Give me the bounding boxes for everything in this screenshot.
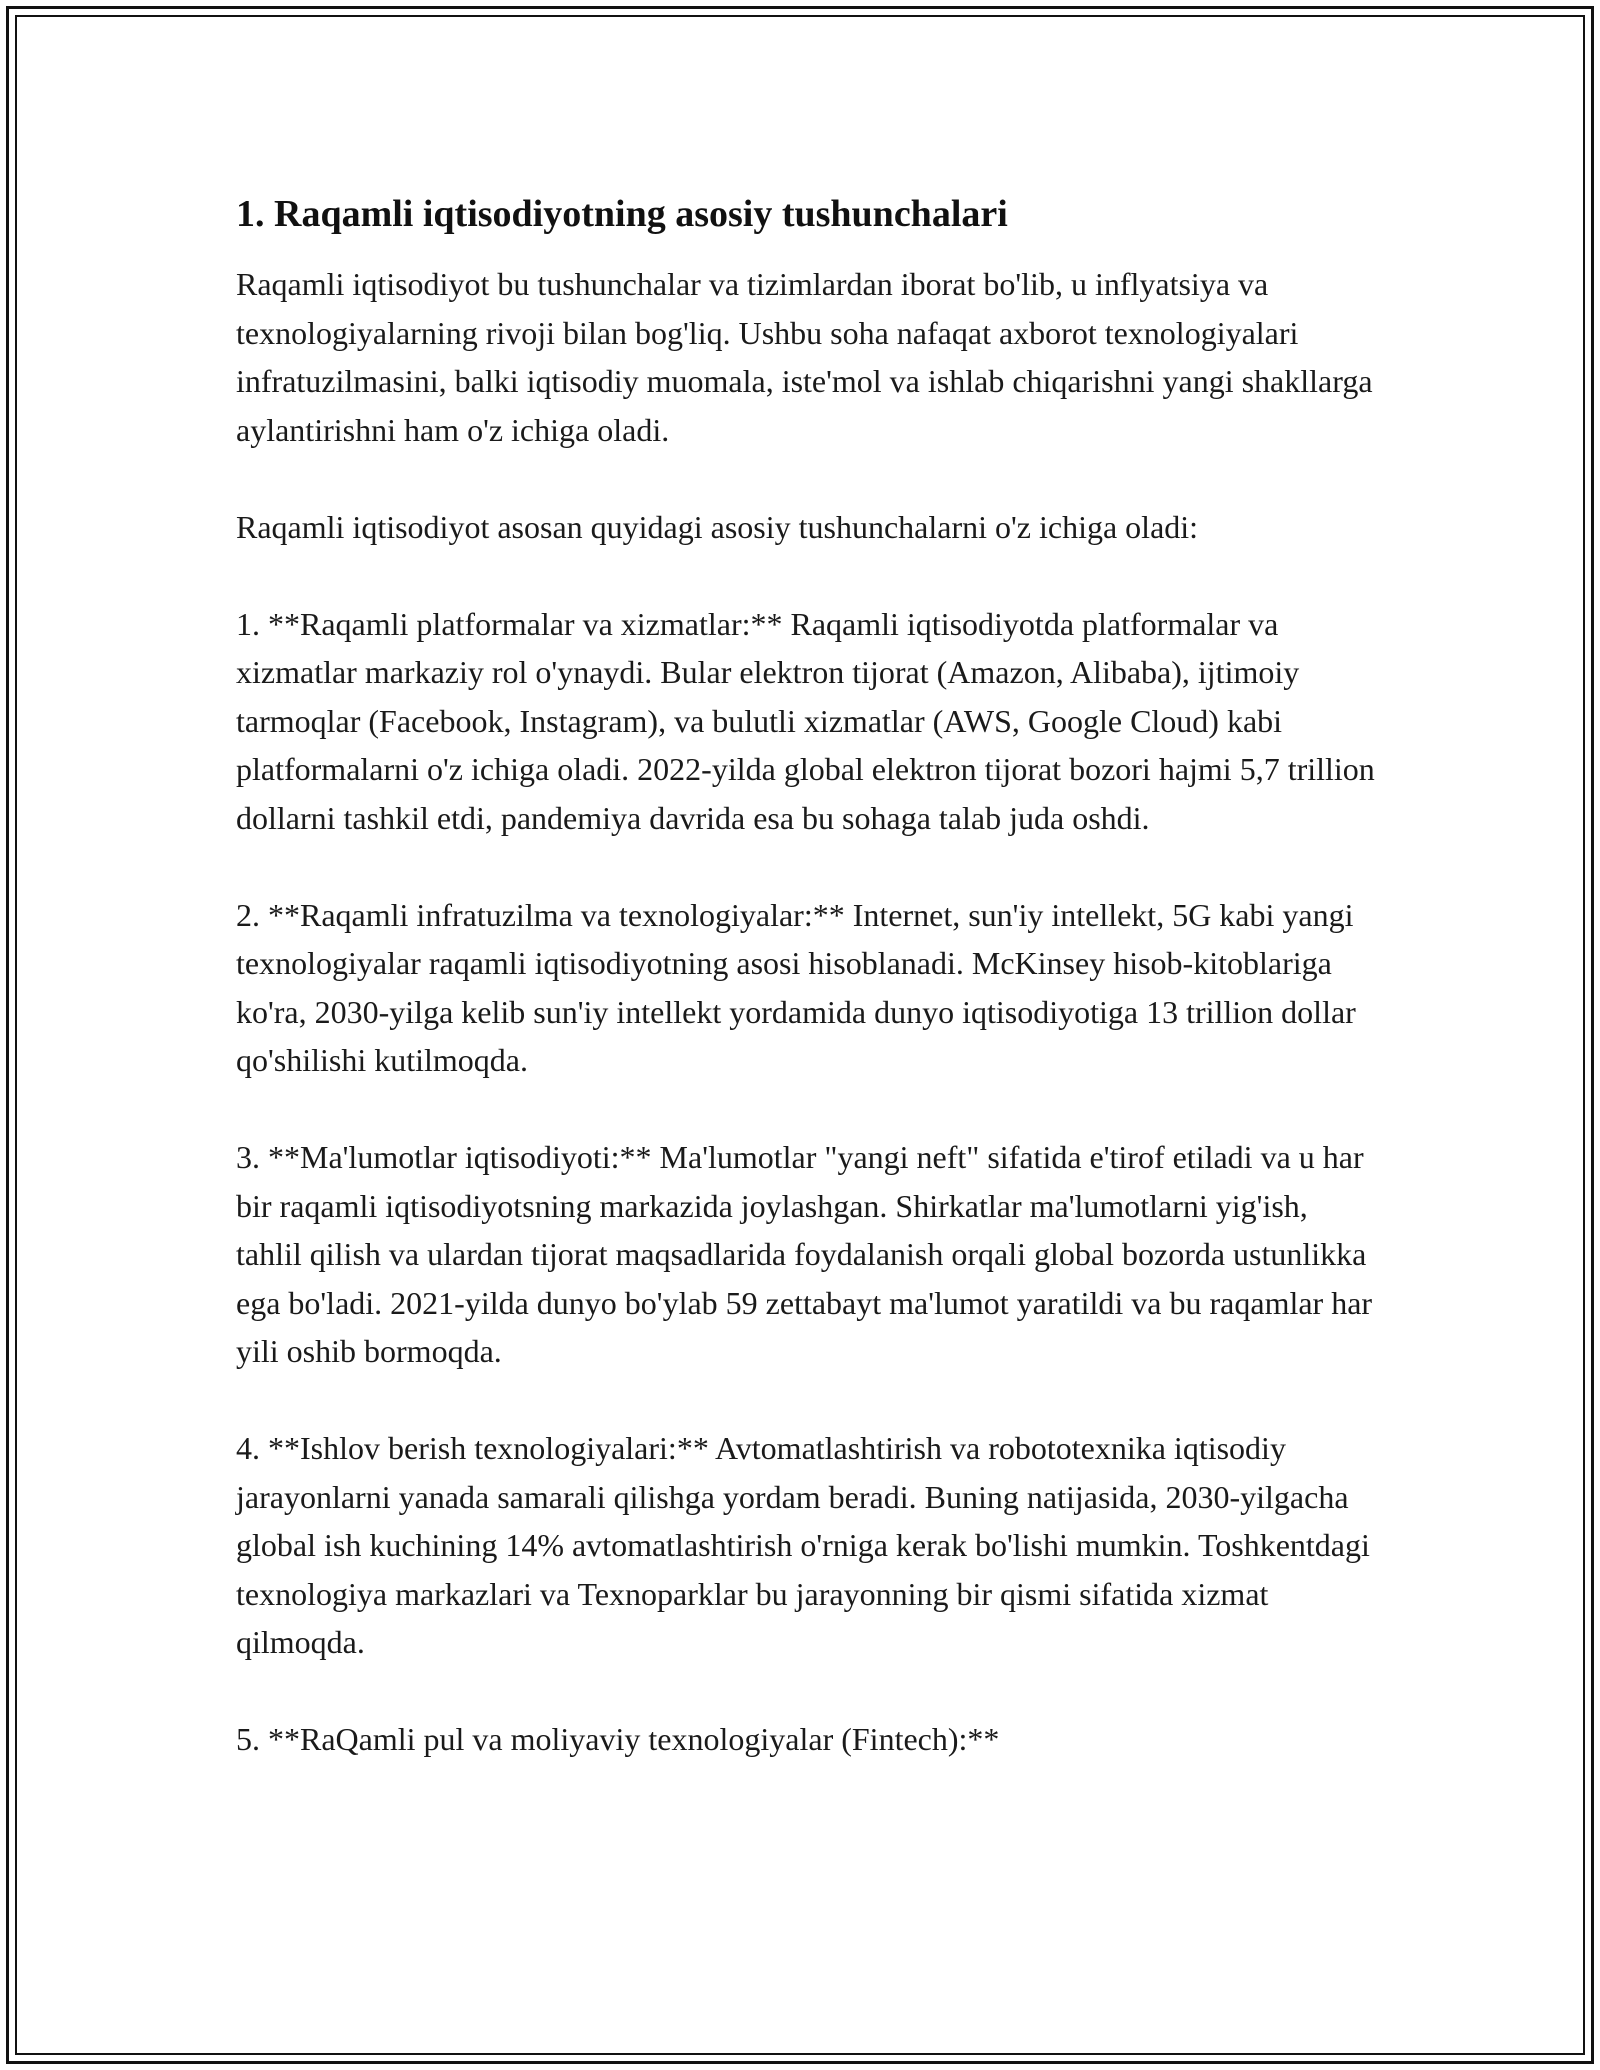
- list-item-fintech: 5. **RaQamli pul va moliyaviy texnologiyalar (Fintech):**: [236, 1721, 1000, 1757]
- lead-in-paragraph: Raqamli iqtisodiyot asosan quyidagi asosiy tushunchalarni o'z ichiga oladi:: [236, 508, 1199, 545]
- list-item-data-economy: 3. **Ma'lumotlar iqtisodiyoti:** Ma'lumotlar "yangi neft" sifatida e'tirof etiladi va u har bir raqamli iqtisodiyotsning markazida joylashgan. Shirkatlar ma'lumotlarni yig'ish, tahlil qilish va ulardan tijorat maqsadlarida foydalanish orqali global bozorda ustunlikka ega bo'ladi. 2021-yilda dunyo bo'ylab 59 zettabayt ma'lumot yaratildi va bu raqamlar har yili oshib bormoqda.: [236, 1139, 1373, 1369]
- section-heading: 1. Raqamli iqtisodiyotning asosiy tushunchalari: [236, 193, 1008, 235]
- list-item-digital-infrastructure: 2. **Raqamli infratuzilma va texnologiyalar:** Internet, sun'iy intellekt, 5G kabi yangi texnologiyalar raqamli iqtisodiyotning asosi hisoblanadi. McKinsey hisob-kitoblariga ko'ra, 2030-yilga kelib sun'iy intellekt yordamida dunyo iqtisodiyotiga 13 trillion dollar qo'shilishi kutilmoqda.: [236, 896, 1356, 1078]
- document-body: [236, 190, 1376, 1764]
- list-item-digital-platforms: 1. **Raqamli platformalar va xizmatlar:** Raqamli iqtisodiyotda platformalar va xizmatlar markaziy rol o'ynaydi. Bular elektron tijorat (Amazon, Alibaba), ijtimoiy tarmoqlar (Facebook, Instagram), va bulutli xizmatlar (AWS, Google Cloud) kabi platformalarni o'z ichiga oladi. 2022-yilda global elektron tijorat bozori hajmi 5,7 trillion dollarni tashkil etdi, pandemiya davrida esa bu sohaga talab juda oshdi.: [236, 605, 1375, 836]
- list-item-processing-technologies: 4. **Ishlov berish texnologiyalari:** Avtomatlashtirish va robototexnika iqtisodiy jarayonlarni yanada samarali qilishga yordam beradi. Buning natijasida, 2030-yilgacha global ish kuchining 14% avtomatlashtirish o'rniga kerak bo'lishi mumkin. Toshkentdagi texnologiya markazlari va Texnoparklar bu jarayonning bir qismi sifatida xizmat qilmoqda.: [236, 1430, 1370, 1660]
- intro-paragraph: Raqamli iqtisodiyot bu tushunchalar va tizimlardan iborat bo'lib, u inflyatsiya va texnologiyalarning rivoji bilan bog'liq. Ushbu soha nafaqat axborot texnologiyalari infratuzilmasini, balki iqtisodiy muomala, iste'mol va ishlab chiqarishni yangi shakllarga aylantirishni ham o'z ichiga oladi.: [236, 266, 1373, 448]
